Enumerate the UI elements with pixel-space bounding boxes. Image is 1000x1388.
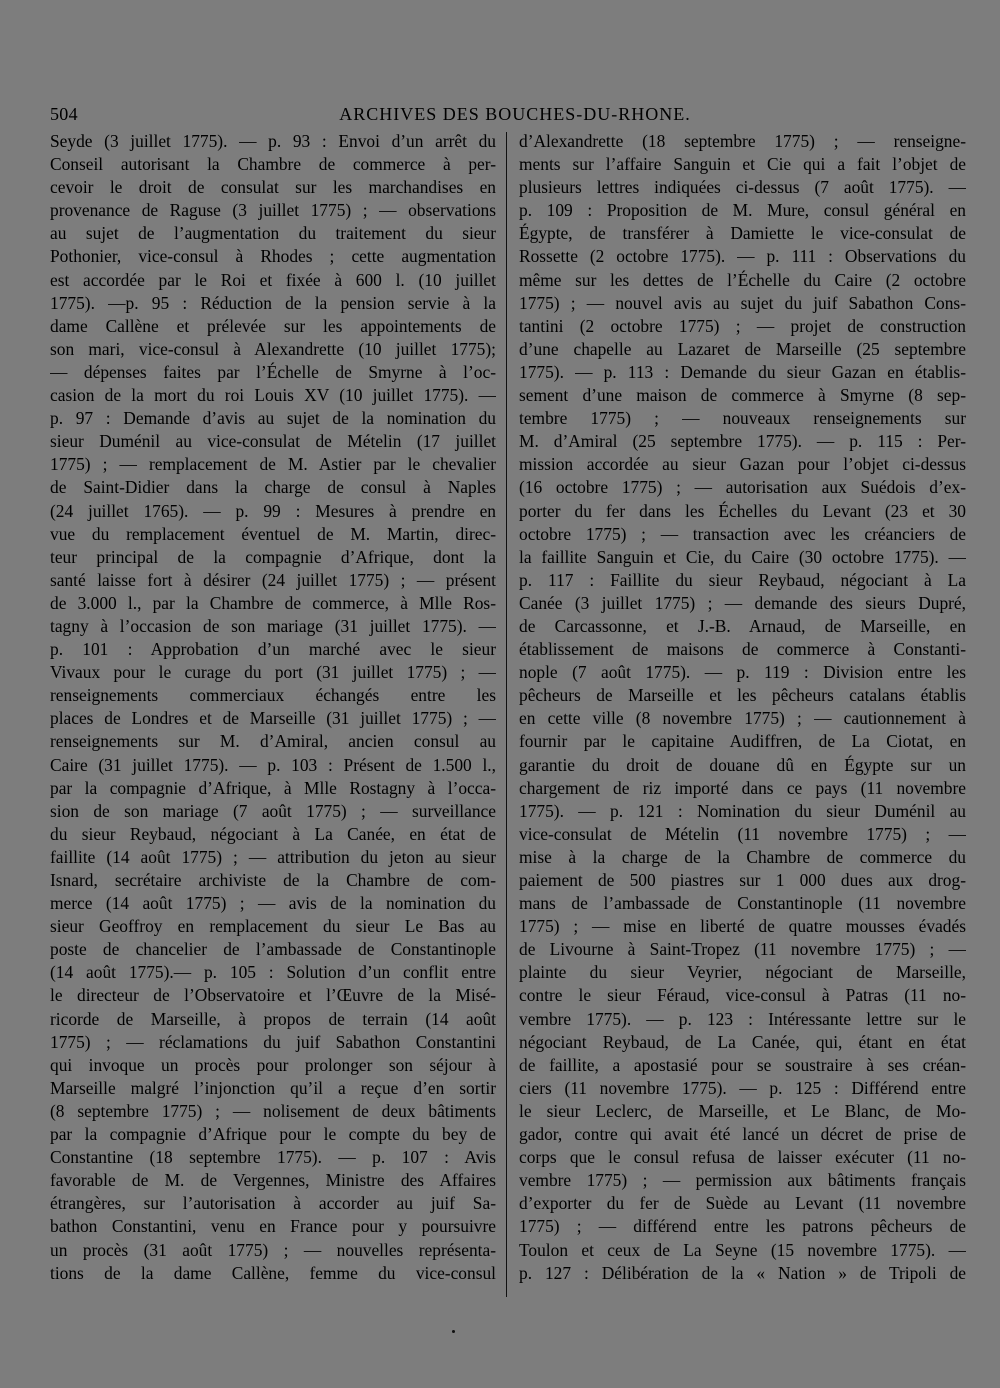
text-line: tagny à l’occasion de son mariage (31 juillet 1775). — [50, 615, 496, 636]
text-line: d’une chapelle au Lazaret de Marseille (25 septembre [519, 338, 966, 359]
text-line: vembre 1775) ; — permission aux bâtiments français [519, 1170, 966, 1191]
text-line: son mari, vice-consul à Alexandrette (10 juillet 1775); [50, 338, 496, 359]
column-divider [506, 132, 507, 1297]
text-line: sieur Geoffroy en remplacement du sieur Le Bas au [50, 916, 496, 937]
text-line: places de Londres et de Marseille (31 juillet 1775) ; — [50, 708, 496, 729]
text-line: renseignements sur M. d’Amiral, ancien consul au [50, 731, 496, 752]
text-line: fournir par le capitaine Audiffren, de La Ciotat, en [519, 731, 966, 752]
text-line: chargement de riz importé dans ce pays (11 novembre [519, 777, 966, 798]
text-line: mise à la charge de la Chambre de commerce du [519, 846, 966, 867]
text-line: sement d’une maison de commerce à Smyrne (8 sep- [519, 385, 966, 406]
text-line: ciers (11 novembre 1775). — p. 125 : Différend entre [519, 1077, 966, 1098]
text-line: p. 101 : Approbation d’un marché avec le sieur [50, 639, 496, 660]
left-column [50, 130, 496, 1285]
text-line: de Livourne à Saint-Tropez (11 novembre 1775) ; — [519, 939, 966, 960]
text-line: cevoir le droit de consulat sur les marchandises en [50, 177, 496, 198]
text-line: ricorde de Marseille, à propos de terrain (14 août [50, 1008, 496, 1029]
text-line: Conseil autorisant la Chambre de commerce à per- [50, 154, 496, 175]
text-line: de faillite, a apostasié pour se soustraire à ses créan- [519, 1054, 966, 1075]
text-line: plusieurs lettres indiquées ci-dessus (7 août 1775). — [519, 177, 966, 198]
text-line: p. 127 : Délibération de la « Nation » de Tripoli de [519, 1262, 966, 1283]
text-line: Marseille malgré l’injonction qu’il a reçue d’en sortir [50, 1077, 496, 1098]
text-line: tembre 1775) ; — nouveaux renseignements sur [519, 408, 966, 429]
text-line: bathon Constantini, venu en France pour y poursuivre [50, 1216, 496, 1237]
text-line: provenance de Raguse (3 juillet 1775) ; — observations [50, 200, 496, 221]
text-line: gador, contre qui avait été lancé un décret de prise de [519, 1124, 966, 1145]
text-line: d’Alexandrette (18 septembre 1775) ; — renseigne- [519, 131, 966, 151]
text-line: Constantine (18 septembre 1775). — p. 107 : Avis [50, 1147, 496, 1168]
text-line: est accordée par le Roi et fixée à 600 l. (10 juillet [50, 269, 496, 290]
text-line: (24 juillet 1765). — p. 99 : Mesures à prendre en [50, 500, 496, 521]
text-line: le sieur Leclerc, de Marseille, et Le Blanc, de Mo- [519, 1100, 966, 1121]
right-column [519, 130, 966, 1285]
text-line: Égypte, de transférer à Damiette le vice-consulat de [519, 223, 966, 244]
text-line: octobre 1775) ; — transaction avec les créanciers de [519, 523, 966, 544]
text-line: tions de la dame Callène, femme du vice-consul [50, 1262, 496, 1283]
text-line: mission accordée au sieur Gazan pour l’objet ci-dessus [519, 454, 966, 475]
text-line: 1775) ; — remplacement de M. Astier par le chevalier [50, 454, 496, 475]
text-line: — dépenses faites par l’Échelle de Smyrne à l’oc- [50, 361, 496, 382]
text-line: garantie du droit de douane dû en Égypte sur un [519, 754, 966, 775]
text-line: 1775) ; — mise en liberté de quatre mousses évadés [519, 916, 966, 937]
text-line: par la compagnie d’Afrique pour le compte du bey de [50, 1124, 496, 1145]
text-line: sion de son mariage (7 août 1775) ; — surveillance [50, 800, 496, 821]
text-line: de Saint-Didier dans la charge de consul à Naples [50, 477, 496, 498]
text-line: corps que le consul refusa de laisser exécuter (11 no- [519, 1147, 966, 1168]
text-line: la faillite Sanguin et Cie, du Caire (30 octobre 1775). — [519, 546, 966, 567]
text-line: 1775). — p. 113 : Demande du sieur Gazan en établis- [519, 361, 966, 382]
text-line: dame Callène et prélevée sur les appointements de [50, 315, 496, 336]
text-line: nople (7 août 1775). — p. 119 : Division entre les [519, 662, 966, 683]
text-line: qui invoque un procès pour prolonger son séjour à [50, 1054, 496, 1075]
text-line: même sur les dettes de l’Échelle du Caire (2 octobre [519, 269, 966, 290]
text-line: de Carcassonne, et J.-B. Arnaud, de Marseille, en [519, 615, 966, 636]
text-line: ments sur l’affaire Sanguin et Cie qui a fait l’objet de [519, 154, 966, 175]
text-line: vembre 1775). — p. 123 : Intéressante lettre sur le [519, 1008, 966, 1029]
text-line: contre le sieur Féraud, vice-consul à Patras (11 no- [519, 985, 966, 1006]
text-line: casion de la mort du roi Louis XV (10 juillet 1775). — [50, 385, 496, 406]
text-line: de 3.000 l., par la Chambre de commerce, à Mlle Ros- [50, 592, 496, 613]
text-line: Canée (3 juillet 1775) ; — demande des sieurs Dupré, [519, 592, 966, 613]
text-line: pêcheurs de Marseille et les pêcheurs catalans établis [519, 685, 966, 706]
text-line: mans de l’ambassade de Constantinople (11 novembre [519, 893, 966, 914]
page-number: 504 [50, 104, 78, 124]
text-line: établissement de maisons de commerce à Constanti- [519, 639, 966, 660]
text-line: étrangères, sur l’autorisation à accorder au juif Sa- [50, 1193, 496, 1214]
text-line: Rossette (2 octobre 1775). — p. 111 : Observations du [519, 246, 966, 267]
running-head-title: ARCHIVES DES BOUCHES-DU-RHONE. [339, 104, 691, 124]
text-line: renseignements commerciaux échangés entre les [50, 685, 496, 706]
text-line: porter du fer dans les Échelles du Levant (23 et 30 [519, 500, 966, 521]
text-line: un procès (31 août 1775) ; — nouvelles représenta- [50, 1239, 496, 1260]
text-line: (8 septembre 1775) ; — nolisement de deux bâtiments [50, 1100, 496, 1121]
text-line: Pothonier, vice-consul à Rhodes ; cette augmentation [50, 246, 496, 267]
text-line: p. 109 : Proposition de M. Mure, consul général en [519, 200, 966, 221]
text-line: au sujet de l’augmentation du traitement du sieur [50, 223, 496, 244]
text-line: (14 août 1775).— p. 105 : Solution d’un conflit entre [50, 962, 496, 983]
text-line: par la compagnie d’Afrique, à Mlle Rostagny à l’occa- [50, 777, 496, 798]
text-line: faillite (14 août 1775) ; — attribution du jeton au sieur [50, 846, 496, 867]
text-line: merce (14 août 1775) ; — avis de la nomination du [50, 893, 496, 914]
text-line: Vivaux pour le curage du port (31 juillet 1775) ; — [50, 662, 496, 683]
text-line: du sieur Reybaud, négociant à La Canée, en état de [50, 823, 496, 844]
text-line: M. d’Amiral (25 septembre 1775). — p. 115 : Per- [519, 431, 966, 452]
text-line: 1775) ; — différend entre les patrons pêcheurs de [519, 1216, 966, 1237]
text-line: vue du remplacement éventuel de M. Martin, direc- [50, 523, 496, 544]
text-line: plainte du sieur Veyrier, négociant de Marseille, [519, 962, 966, 983]
text-line: p. 117 : Faillite du sieur Reybaud, négociant à La [519, 569, 966, 590]
text-line: 1775). — p. 121 : Nomination du sieur Duménil au [519, 800, 966, 821]
text-line: Isnard, secrétaire archiviste de la Chambre de com- [50, 870, 496, 890]
text-line: le directeur de l’Observatoire et l’Œuvre de la Misé- [50, 985, 496, 1006]
text-line: Toulon et ceux de La Seyne (15 novembre 1775). — [519, 1239, 966, 1260]
text-line: favorable de M. de Vergennes, Ministre des Affaires [50, 1170, 496, 1191]
text-line: p. 97 : Demande d’avis au sujet de la nomination du [50, 408, 496, 429]
text-line: poste de chancelier de l’ambassade de Constantinople [50, 939, 496, 960]
text-line: 1775) ; — nouvel avis au sujet du juif Sabathon Cons- [519, 292, 966, 313]
text-line: en cette ville (8 novembre 1775) ; — cautionnement à [519, 708, 966, 729]
text-line: 1775). —p. 95 : Réduction de la pension servie à la [50, 292, 496, 313]
print-speck [452, 1330, 455, 1333]
text-line: teur principal de la compagnie d’Afrique, dont la [50, 546, 496, 567]
text-line: d’exporter du fer de Suède au Levant (11 novembre [519, 1193, 966, 1214]
text-line: vice-consulat de Mételin (11 novembre 1775) ; — [519, 823, 966, 844]
text-line: (16 octobre 1775) ; — autorisation aux Suédois d’ex- [519, 477, 966, 498]
text-line: sieur Duménil au vice-consulat de Mételin (17 juillet [50, 431, 496, 452]
text-line: santé laisse fort à désirer (24 juillet 1775) ; — présent [50, 569, 496, 590]
text-line: paiement de 500 piastres sur 1 000 dues aux drog- [519, 870, 966, 890]
text-line: 1775) ; — réclamations du juif Sabathon Constantini [50, 1031, 496, 1052]
text-line: négociant Reybaud, de La Canée, qui, étant en état [519, 1031, 966, 1052]
text-line: tantini (2 octobre 1775) ; — projet de construction [519, 315, 966, 336]
text-line: Seyde (3 juillet 1775). — p. 93 : Envoi d’un arrêt du [50, 131, 496, 151]
text-line: Caire (31 juillet 1775). — p. 103 : Présent de 1.500 l., [50, 754, 496, 775]
